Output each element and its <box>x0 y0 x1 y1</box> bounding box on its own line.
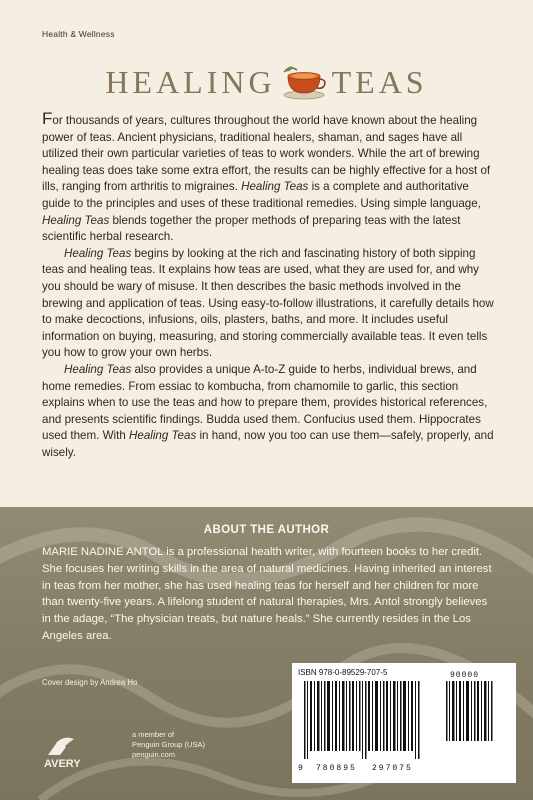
cover-design-credit: Cover design by Andrea Ho <box>42 678 138 687</box>
title-word-right: TEAS <box>331 63 428 100</box>
about-text: MARIE NADINE ANTOL is a professional health writer, with fourteen books to her credit. She focuses her writing skills in the area of natural medicines. Having inherited an interest in teas from her mother, she has used healing teas for herself and her children for more than twenty-five years. A lifelong student of natural therapies, Mrs. Antol strongly believes in the adage, “The physician treats, but nature heals.” She currently resides in the Los Angeles area. <box>42 546 492 642</box>
author-panel <box>0 507 533 800</box>
isbn-label: ISBN 978-0-89529-707-5 <box>298 668 388 677</box>
description-paragraph-2: Healing Teas begins by looking at the rich and fascinating history of both sipping teas and healing teas. It explains how teas are used, what they are used for, and why you should be wary of misuse. It then describes the basic methods involved in the brewing and application of teas. Using easy-to-follow illustrations, it carefully details how to make decoctions, infusions, oils, plasters, baths, and more. It includes useful information on buying, measuring, and storing commercially available teas. It even tells you how to grow your own herbs. <box>42 246 494 360</box>
barcode-digits-right: 297075 <box>372 764 413 773</box>
price-code: 90000 <box>450 671 480 680</box>
publisher-info: a member of Penguin Group (USA) penguin.com <box>132 730 205 759</box>
description-paragraph-1: For thousands of years, cultures throughout the world have known about the healing power of teas. Ancient physicians, traditional healers, shaman, and sages have all utilized their own particular varieties of teas to work wonders. While the art of brewing healing teas does take some extra effort, the results can be highly effective for a host of ills, ranging from arthritis to migraines. Healing Teas is a complete and authoritative guide to the principles and uses of these traditional remedies. Using simple language, Healing Teas blends together the proper methods of preparing teas with the latest scientific herbal research. <box>42 109 491 244</box>
title-word-left: HEALING <box>105 63 276 100</box>
drop-cap: F <box>42 109 53 128</box>
description-paragraph-3: Healing Teas also provides a unique A-to-Z guide to herbs, individual brews, and home remedies. From essiac to kombucha, from chamomile to garlic, this section explains when to use the teas and how to prepare them, provides historical references, and presents scientific findings. Budda used them. Confucius used them. Hippocrates used them. With Healing Teas in hand, now you too can use them—safely, properly, and wisely. <box>42 362 494 459</box>
teacup-icon <box>280 62 328 102</box>
book-title <box>0 60 533 104</box>
category-label: Health & Wellness <box>42 29 115 39</box>
description-text <box>42 111 497 461</box>
barcode-digits-left: 780895 <box>316 764 357 773</box>
about-heading: ABOUT THE AUTHOR <box>203 524 330 536</box>
barcode <box>292 663 516 783</box>
barcode-lead-digit: 9 <box>298 764 303 773</box>
publisher-name: AVERY <box>44 758 81 770</box>
barcode-bars <box>296 681 512 767</box>
